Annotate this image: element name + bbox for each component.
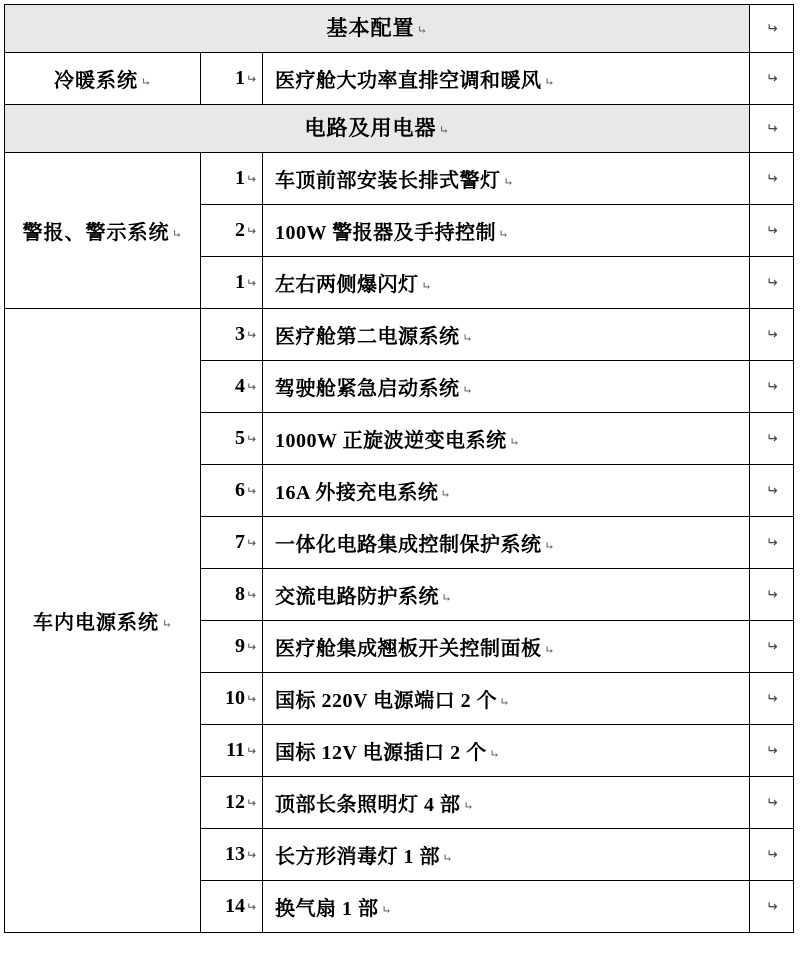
paragraph-mark-cell <box>750 205 794 257</box>
document-page <box>0 4 800 980</box>
paragraph-mark-cell <box>750 569 794 621</box>
paragraph-mark-icon: ↵ <box>245 431 256 446</box>
item-number: 3 <box>234 323 245 345</box>
paragraph-mark-cell <box>750 361 794 413</box>
table-row <box>5 105 794 153</box>
item-text-cell <box>263 725 750 777</box>
paragraph-mark-cell <box>750 673 794 725</box>
paragraph-mark-icon: ↵ <box>245 743 256 758</box>
item-text: 医疗舱集成翘板开关控制面板 <box>275 638 542 660</box>
item-text-cell <box>263 465 750 517</box>
item-text-cell <box>263 517 750 569</box>
item-text-cell <box>263 205 750 257</box>
item-number: 6 <box>234 479 245 501</box>
item-number: 4 <box>234 375 245 397</box>
item-text: 一体化电路集成控制保护系统 <box>275 534 542 556</box>
table-row <box>5 53 794 105</box>
section-header-cell <box>5 105 750 153</box>
item-number-cell <box>201 621 263 673</box>
paragraph-mark-cell <box>750 309 794 361</box>
table-row <box>5 5 794 53</box>
item-text: 16A 外接充电系统 <box>275 482 439 504</box>
item-text-cell <box>263 881 750 933</box>
item-text: 长方形消毒灯 1 部 <box>275 846 440 868</box>
paragraph-mark-icon: ↵ <box>441 590 452 605</box>
paragraph-mark-cell <box>750 881 794 933</box>
section-title: 电路及用电器 ↵ <box>5 105 749 152</box>
paragraph-mark-icon: ↵ <box>765 120 778 136</box>
paragraph-mark-icon: ↵ <box>139 74 152 89</box>
item-text-cell <box>263 153 750 205</box>
paragraph-mark-icon: ↵ <box>765 430 778 446</box>
item-number: 1 <box>234 271 245 293</box>
item-number-cell <box>201 309 263 361</box>
paragraph-mark-icon: ↵ <box>765 20 778 36</box>
item-text: 左右两侧爆闪灯 <box>275 274 419 296</box>
item-number: 1 <box>234 167 245 189</box>
item-number: 14 <box>224 895 245 917</box>
paragraph-mark-icon: ↵ <box>245 795 256 810</box>
group-label-cell-alarm <box>5 153 201 309</box>
paragraph-mark-icon: ↵ <box>440 486 451 501</box>
paragraph-mark-icon: ↵ <box>543 642 555 657</box>
paragraph-mark-icon: ↵ <box>765 846 778 862</box>
paragraph-mark-icon: ↵ <box>508 434 520 449</box>
paragraph-mark-icon: ↵ <box>245 847 256 862</box>
paragraph-mark-cell <box>750 777 794 829</box>
item-text-cell <box>263 673 750 725</box>
item-number-cell <box>201 361 263 413</box>
paragraph-mark-cell <box>750 829 794 881</box>
paragraph-mark-icon: ↵ <box>245 223 256 238</box>
table-row <box>5 309 794 361</box>
item-text-cell <box>263 621 750 673</box>
paragraph-mark-icon: ↵ <box>245 899 256 914</box>
paragraph-mark-cell <box>750 725 794 777</box>
item-text: 国标 12V 电源插口 2 个 <box>275 742 487 764</box>
paragraph-mark-icon: ↵ <box>765 586 778 602</box>
paragraph-mark-icon: ↵ <box>488 746 500 761</box>
item-text-cell <box>263 361 750 413</box>
item-text: 1000W 正旋波逆变电系统 <box>275 430 507 452</box>
paragraph-mark-cell <box>750 517 794 569</box>
paragraph-mark-icon: ↵ <box>765 222 778 238</box>
item-text-cell <box>263 569 750 621</box>
paragraph-mark-cell <box>750 413 794 465</box>
item-number: 9 <box>234 635 245 657</box>
paragraph-mark-icon: ↵ <box>171 226 183 241</box>
paragraph-mark-icon: ↵ <box>461 330 473 345</box>
item-text: 交流电路防护系统 <box>275 586 439 608</box>
item-text: 顶部长条照明灯 4 部 <box>275 794 461 816</box>
item-text: 医疗舱第二电源系统 <box>275 326 460 348</box>
paragraph-mark-icon: ↵ <box>765 898 778 914</box>
item-number: 10 <box>224 687 245 709</box>
item-number-cell <box>201 517 263 569</box>
item-number-cell <box>201 725 263 777</box>
item-number-cell <box>201 257 263 309</box>
paragraph-mark-cell <box>750 105 794 153</box>
item-number-cell <box>201 53 263 105</box>
paragraph-mark-cell <box>750 257 794 309</box>
paragraph-mark-icon: ↵ <box>160 616 173 631</box>
item-number: 7 <box>234 531 245 553</box>
paragraph-mark-icon: ↵ <box>245 587 256 602</box>
item-text-cell <box>263 829 750 881</box>
paragraph-mark-icon: ↵ <box>502 174 514 189</box>
paragraph-mark-icon: ↵ <box>765 274 778 290</box>
item-number: 2 <box>234 219 245 241</box>
paragraph-mark-icon: ↵ <box>765 170 778 186</box>
item-number: 13 <box>224 843 245 865</box>
paragraph-mark-icon: ↵ <box>543 74 555 89</box>
paragraph-mark-icon: ↵ <box>442 850 453 865</box>
paragraph-mark-icon: ↵ <box>765 70 778 86</box>
item-number-cell <box>201 153 263 205</box>
item-text: 驾驶舱紧急启动系统 <box>275 378 460 400</box>
paragraph-mark-icon: ↵ <box>499 694 510 709</box>
paragraph-mark-icon: ↵ <box>765 794 778 810</box>
item-number: 1 <box>234 67 245 89</box>
item-text: 医疗舱大功率直排空调和暖风 <box>275 70 542 92</box>
item-number-cell <box>201 465 263 517</box>
paragraph-mark-icon: ↵ <box>765 534 778 550</box>
paragraph-mark-icon: ↵ <box>245 639 256 654</box>
table-row <box>5 153 794 205</box>
item-text: 国标 220V 电源端口 2 个 <box>275 690 498 712</box>
specification-table <box>4 4 794 933</box>
paragraph-mark-cell <box>750 153 794 205</box>
item-number-cell <box>201 569 263 621</box>
item-text-cell <box>263 413 750 465</box>
item-text-cell <box>263 257 750 309</box>
paragraph-mark-icon: ↵ <box>438 122 450 137</box>
group-label-cell-power <box>5 309 201 933</box>
paragraph-mark-cell <box>750 5 794 53</box>
group-label: 车内电源系统 <box>32 612 159 634</box>
paragraph-mark-icon: ↵ <box>245 691 256 706</box>
paragraph-mark-icon: ↵ <box>765 482 778 498</box>
paragraph-mark-icon: ↵ <box>461 382 473 397</box>
item-text: 车顶前部安装长排式警灯 <box>275 170 501 192</box>
paragraph-mark-icon: ↵ <box>416 22 428 37</box>
paragraph-mark-icon: ↵ <box>245 535 256 550</box>
paragraph-mark-icon: ↵ <box>765 742 778 758</box>
group-label: 警报、警示系统 <box>22 222 170 244</box>
item-number-cell <box>201 881 263 933</box>
paragraph-mark-icon: ↵ <box>380 902 392 917</box>
paragraph-mark-icon: ↵ <box>543 538 555 553</box>
item-number: 8 <box>234 583 245 605</box>
paragraph-mark-cell <box>750 53 794 105</box>
paragraph-mark-icon: ↵ <box>245 379 256 394</box>
paragraph-mark-icon: ↵ <box>245 71 256 86</box>
item-number: 5 <box>234 427 245 449</box>
section-title: 基本配置 ↵ <box>5 5 749 52</box>
item-number-cell <box>201 777 263 829</box>
paragraph-mark-icon: ↵ <box>498 226 509 241</box>
paragraph-mark-icon: ↵ <box>765 326 778 342</box>
item-number-cell <box>201 673 263 725</box>
paragraph-mark-icon: ↵ <box>245 327 256 342</box>
paragraph-mark-icon: ↵ <box>462 798 474 813</box>
item-text-cell <box>263 53 750 105</box>
section-header-cell <box>5 5 750 53</box>
item-text: 100W 警报器及手持控制 <box>275 222 497 244</box>
item-number-cell <box>201 205 263 257</box>
paragraph-mark-icon: ↵ <box>765 638 778 654</box>
group-label-cell-heating <box>5 53 201 105</box>
paragraph-mark-icon: ↵ <box>245 171 256 186</box>
item-text-cell <box>263 777 750 829</box>
item-number-cell <box>201 413 263 465</box>
paragraph-mark-icon: ↵ <box>420 278 432 293</box>
paragraph-mark-icon: ↵ <box>765 690 778 706</box>
item-number: 11 <box>226 739 245 761</box>
paragraph-mark-icon: ↵ <box>245 483 256 498</box>
item-number: 12 <box>224 791 245 813</box>
paragraph-mark-cell <box>750 465 794 517</box>
group-label: 冷暖系统 <box>53 70 138 92</box>
item-text: 换气扇 1 部 <box>275 898 379 920</box>
paragraph-mark-icon: ↵ <box>245 275 256 290</box>
paragraph-mark-cell <box>750 621 794 673</box>
item-text-cell <box>263 309 750 361</box>
item-number-cell <box>201 829 263 881</box>
paragraph-mark-icon: ↵ <box>765 378 778 394</box>
